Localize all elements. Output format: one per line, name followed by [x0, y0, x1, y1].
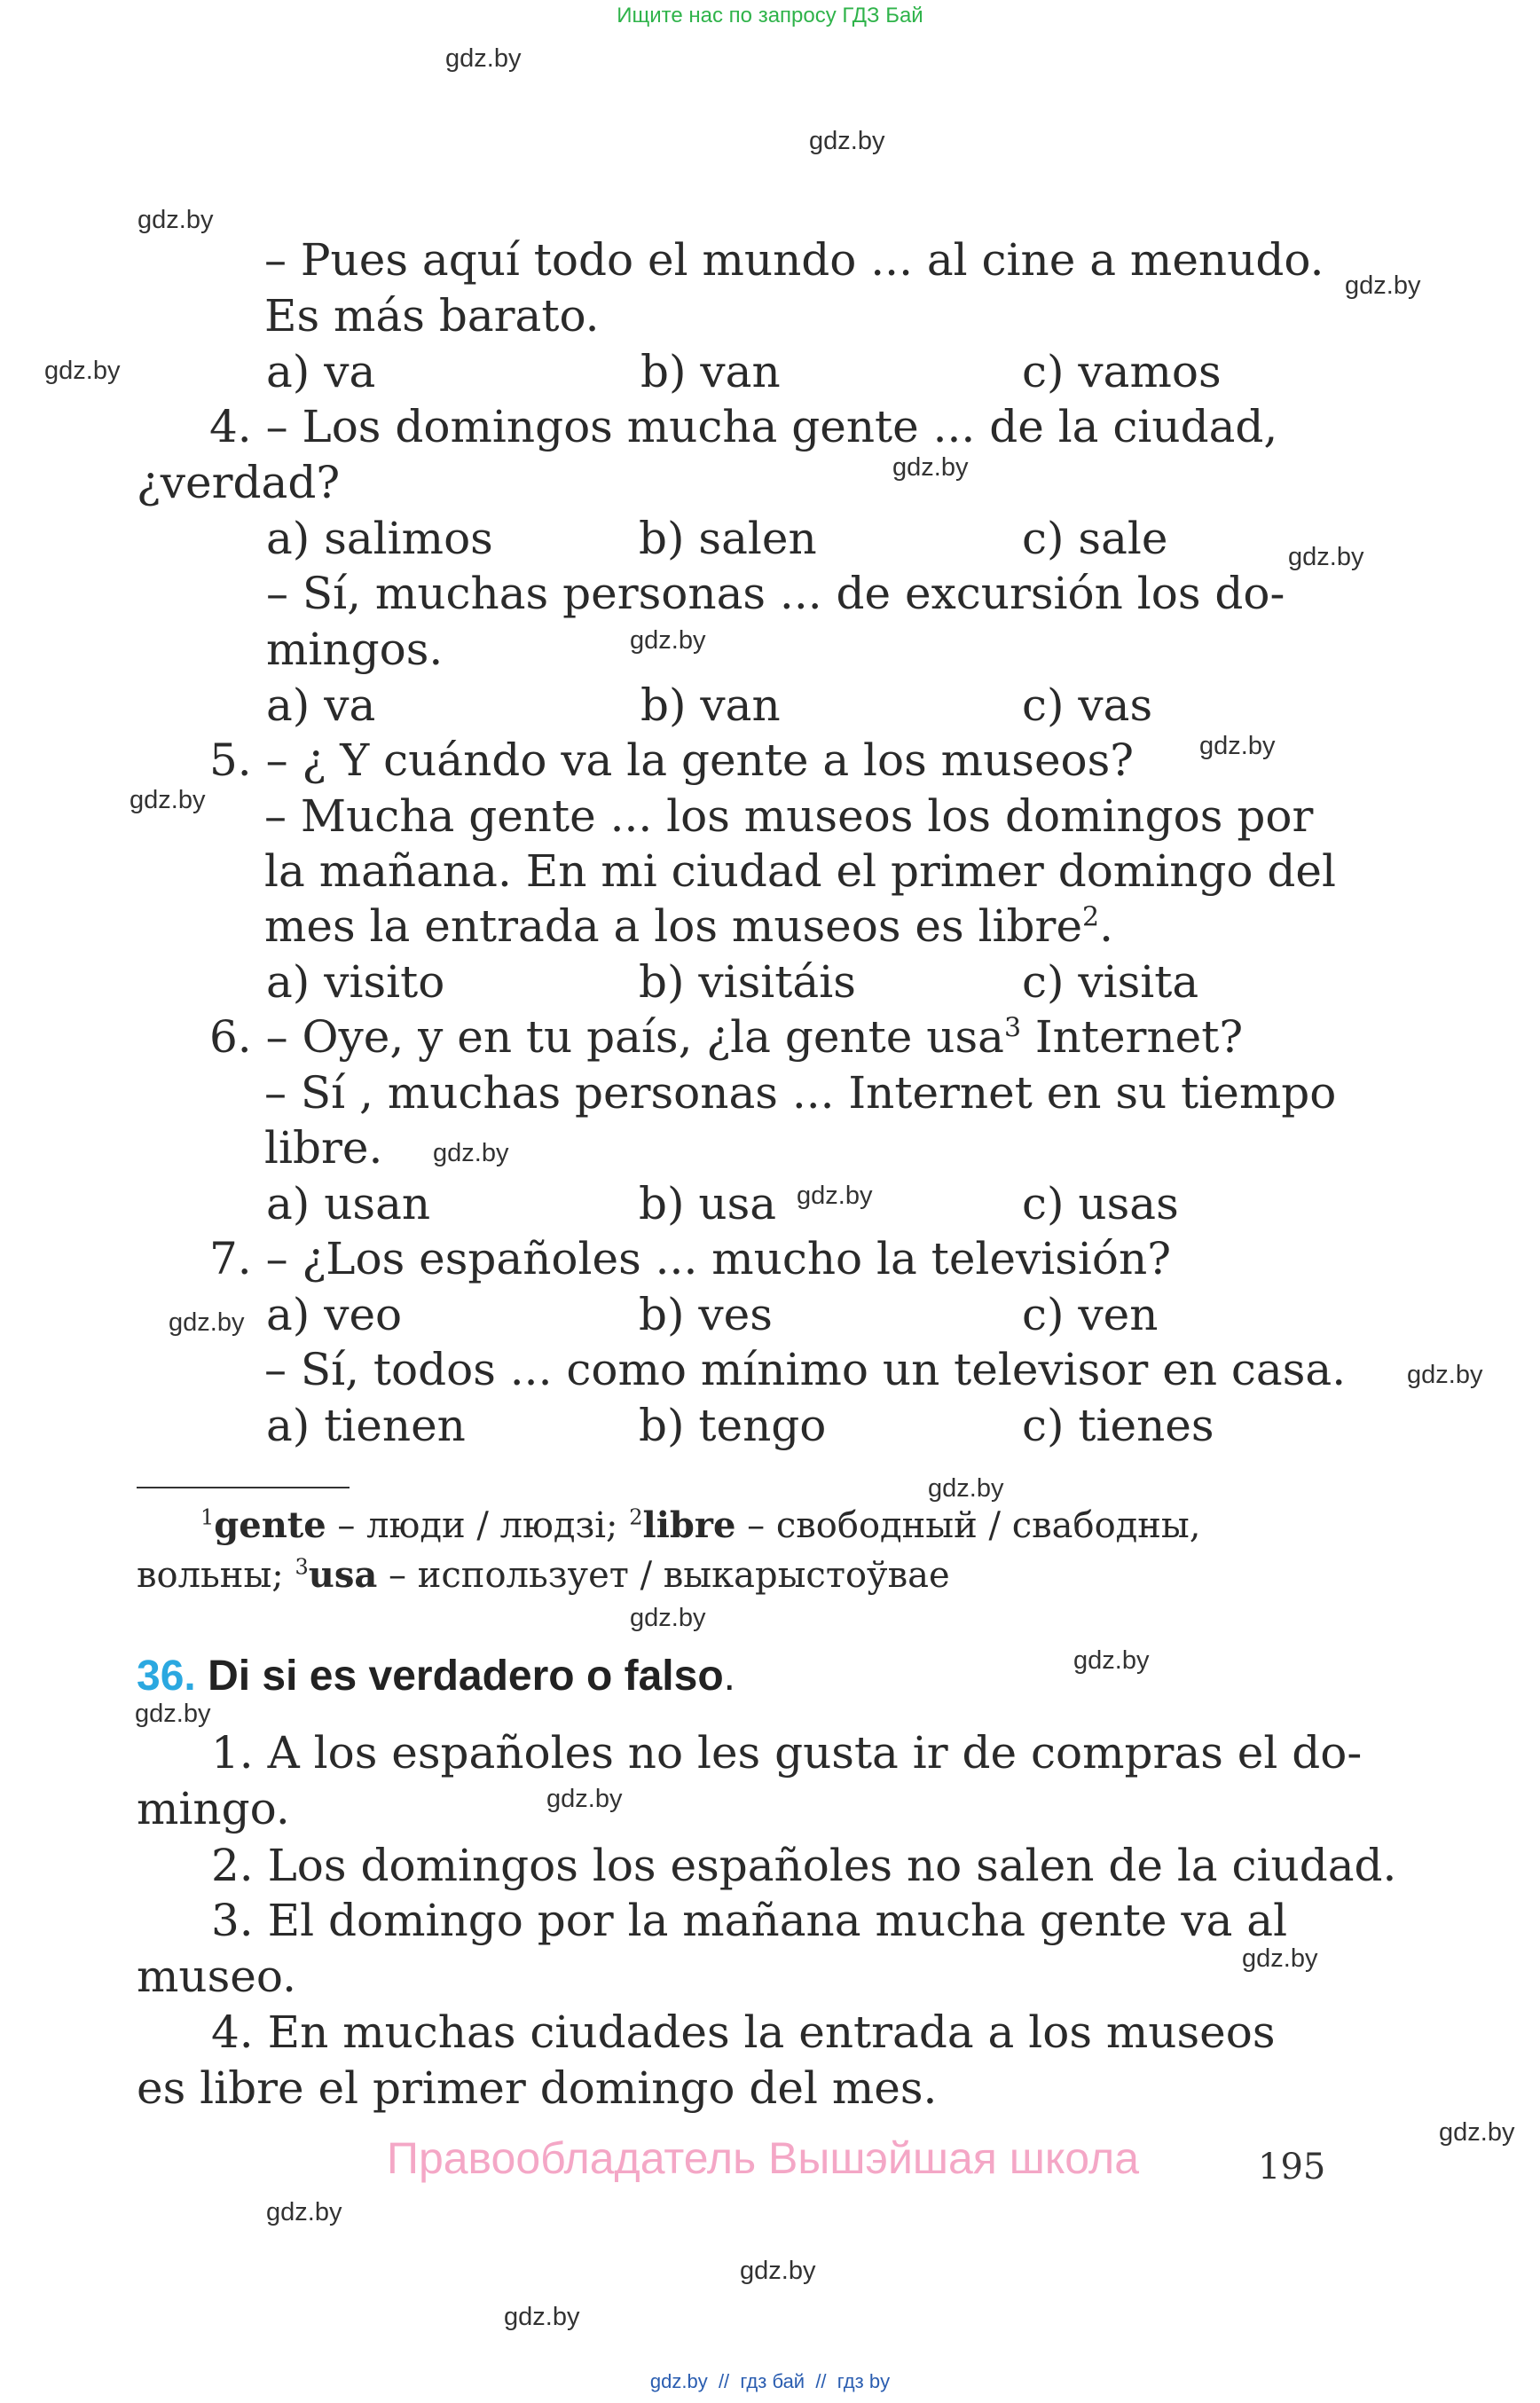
- option-c: c) sale: [1022, 513, 1168, 564]
- option-b: b) tengo: [639, 1400, 827, 1451]
- option-a: a) va: [266, 679, 376, 731]
- watermark: gdz.by: [1073, 1646, 1150, 1675]
- watermark: gdz.by: [138, 206, 214, 234]
- watermark: gdz.by: [44, 357, 121, 385]
- option-c: c) vas: [1022, 679, 1153, 731]
- statement-2: 2. Los domingos los españoles no salen de la ciudad.: [211, 1840, 1397, 1891]
- watermark: gdz.by: [433, 1139, 509, 1167]
- option-b: b) ves: [639, 1289, 773, 1340]
- text-line: la mañana. En mi ciudad el primer domingo del: [264, 845, 1337, 897]
- watermark: gdz.by: [546, 1785, 623, 1813]
- option-b: b) van: [640, 346, 781, 397]
- footnote-line: $^1$gente – люди / людзі; $^2$libre – свободный / свабодны,: [200, 1504, 1201, 1546]
- option-c: c) tienes: [1022, 1400, 1214, 1451]
- question-7: 7. – ¿Los españoles ... mucho la televisión?: [209, 1233, 1172, 1284]
- option-a: a) va: [266, 346, 376, 397]
- text-line: ¿verdad?: [137, 457, 341, 508]
- bottom-link-bar[interactable]: gdz.by // гдз бай // гдз by: [649, 2370, 891, 2392]
- statement-3: 3. El domingo por la mañana mucha gente va al: [211, 1895, 1288, 1946]
- text-line: – Mucha gente ... los museos los domingos por: [264, 790, 1314, 842]
- option-a: a) visito: [266, 956, 445, 1008]
- text-line: museo.: [137, 1951, 296, 2002]
- footnote-ref: 2: [1082, 901, 1100, 933]
- watermark: gdz.by: [1345, 271, 1421, 300]
- question-5: 5. – ¿ Y cuándo va la gente a los museos?: [209, 734, 1135, 786]
- exercise-number: 36.: [137, 1653, 196, 1700]
- option-a: a) usan: [266, 1178, 431, 1229]
- page-number: 195: [1258, 2147, 1326, 2187]
- top-banner: Ищите нас по запросу ГДЗ Бай: [617, 4, 923, 27]
- footnote-rule: [137, 1487, 350, 1488]
- text-line: – Sí, todos ... como mínimo un televisor en casa.: [264, 1344, 1347, 1395]
- watermark: gdz.by: [928, 1474, 1004, 1503]
- option-c: c) usas: [1022, 1178, 1179, 1229]
- option-c: c) vamos: [1022, 346, 1222, 397]
- copyright-text: Правообладатель Вышэйшая школа: [387, 2133, 1139, 2183]
- watermark: gdz.by: [1439, 2118, 1515, 2147]
- option-b: b) visitáis: [639, 956, 856, 1008]
- exercise-heading: 36. Di si es verdadero o falso.: [137, 1653, 735, 1700]
- watermark: gdz.by: [797, 1182, 873, 1210]
- text-line: mingos.: [266, 624, 444, 675]
- watermark: gdz.by: [266, 2198, 342, 2226]
- text-line: – Sí, muchas personas ... de excursión los do-: [266, 568, 1285, 619]
- watermark: gdz.by: [1199, 732, 1276, 760]
- watermark: gdz.by: [892, 453, 969, 482]
- option-c: c) visita: [1022, 956, 1199, 1008]
- statement-4: 4. En muchas ciudades la entrada a los museos: [211, 2006, 1276, 2058]
- watermark: gdz.by: [630, 1604, 706, 1632]
- option-a: a) veo: [266, 1289, 403, 1340]
- text-line: mes la entrada a los museos es libre$^2$.: [264, 900, 1114, 952]
- watermark: gdz.by: [1407, 1361, 1483, 1389]
- text-line: Es más barato.: [264, 290, 600, 342]
- watermark: gdz.by: [630, 626, 706, 655]
- question-4: 4. – Los domingos mucha gente ... de la ciudad,: [209, 401, 1278, 452]
- text-line: – Pues aquí todo el mundo ... al cine a menudo.: [264, 234, 1324, 286]
- watermark: gdz.by: [135, 1700, 211, 1728]
- option-b: b) usa: [639, 1178, 777, 1229]
- option-a: a) tienen: [266, 1400, 466, 1451]
- watermark: gdz.by: [1288, 543, 1364, 571]
- question-6: 6. – Oye, y en tu país, ¿la gente usa$^3$ Internet?: [209, 1011, 1244, 1063]
- option-a: a) salimos: [266, 513, 493, 564]
- option-c: c) ven: [1022, 1289, 1159, 1340]
- footnote-ref: 3: [1003, 1012, 1022, 1044]
- text-line: es libre el primer domingo del mes.: [137, 2062, 938, 2114]
- watermark: gdz.by: [169, 1308, 245, 1337]
- watermark: gdz.by: [809, 127, 885, 155]
- watermark: gdz.by: [130, 786, 206, 814]
- text-line: mingo.: [137, 1783, 290, 1834]
- footnote-line: вольны; $^3$usa – использует / выкарыстоўвае: [137, 1554, 950, 1596]
- watermark: gdz.by: [504, 2303, 580, 2331]
- statement-1: 1. A los españoles no les gusta ir de compras el do-: [211, 1727, 1363, 1779]
- option-b: b) van: [640, 679, 781, 731]
- text-line: – Sí , muchas personas ... Internet en su tiempo: [264, 1067, 1337, 1119]
- watermark: gdz.by: [740, 2257, 816, 2285]
- option-b: b) salen: [639, 513, 817, 564]
- watermark: gdz.by: [445, 44, 522, 73]
- text-line: libre.: [264, 1122, 383, 1174]
- watermark: gdz.by: [1242, 1944, 1318, 1973]
